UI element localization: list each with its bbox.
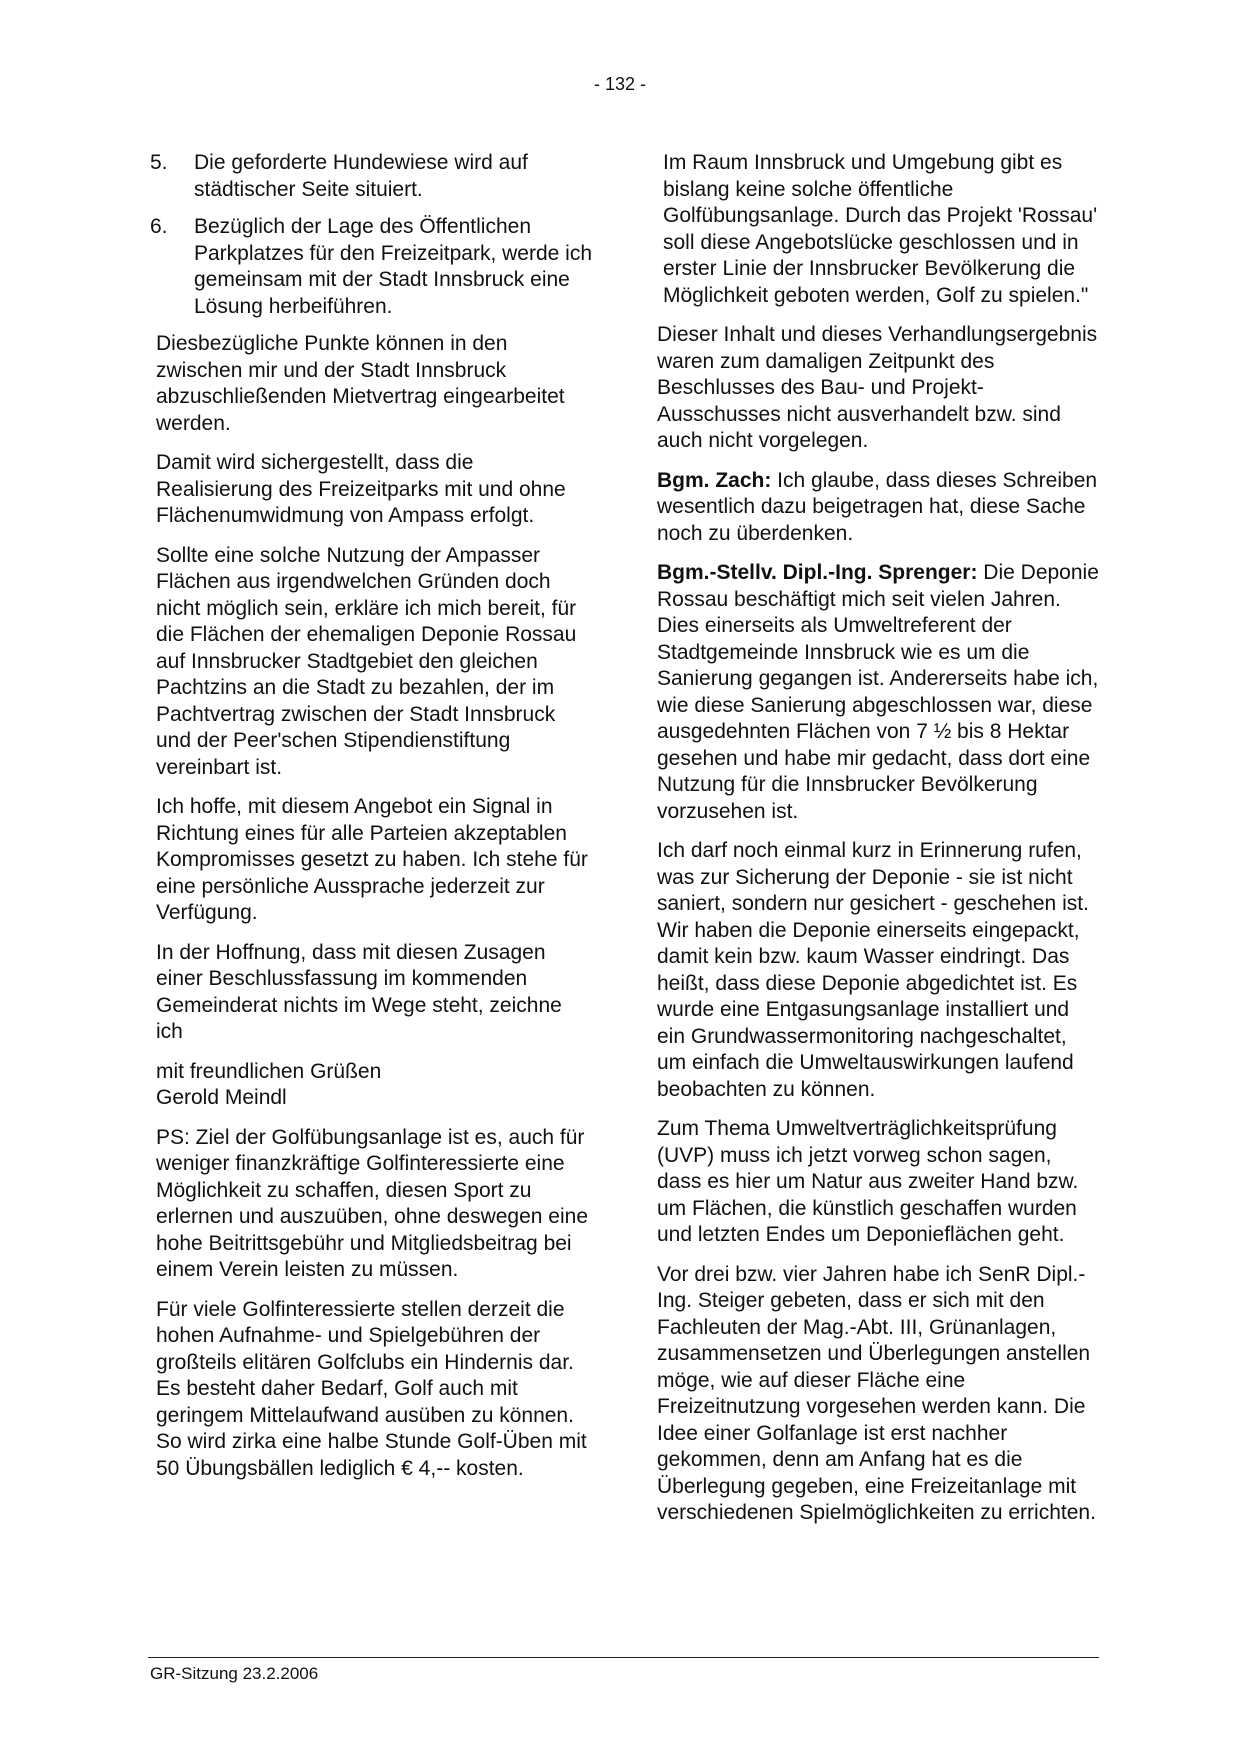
numbered-list [150,150,593,320]
list-item-text: Die geforderte Hundewiese wird auf städtischer Seite situiert. [194,151,528,201]
paragraph: Für viele Golfinteressierte stellen derzeit die hohen Aufnahme- und Spielgebühren der großteils elitären Golfclubs ein Hindernis dar. Es besteht daher Bedarf, Golf auch mit geringem Mittelaufwand ausüben zu können. So wird zirka eine halbe Stunde Golf-Üben mit 50 Übungsbällen lediglich € 4,-- kosten. [156,1297,587,1480]
speech-sprenger [657,560,1099,825]
speech-zach [657,468,1099,548]
footer-divider [148,1657,1099,1658]
closing-block [150,1059,593,1112]
list-item-text: Bezüglich der Lage des Öffentlichen Parkplatzes für den Freizeitpark, werde ich gemeinsam mit der Stadt Innsbruck eine Lösung herbeiführen. [194,215,593,318]
speech-text: Die Deponie Rossau beschäftigt mich seit vielen Jahren. Dies einerseits als Umweltreferent der Stadtgemeinde Innsbruck wie es um die Sanierung gegangen ist. Andererseits habe ich, wie diese Sanierung abgeschlossen war, diese ausgedehnten Flächen von 7 ½ bis 8 Hektar gesehen und habe mir gedacht, dass dort eine Nutzung für die Innsbrucker Bevölkerung vorzusehen ist. [657,561,1099,823]
speaker-name: Bgm.-Stellv. Dipl.-Ing. Sprenger: [657,561,978,584]
left-column [150,150,593,1495]
paragraph: In der Hoffnung, dass mit diesen Zusagen einer Beschlussfassung im kommenden Gemeinderat nichts im Wege steht, zeichne ich [156,940,562,1043]
list-item [150,214,593,320]
paragraph: Ich hoffe, mit diesem Angebot ein Signal in Richtung eines für alle Parteien akzeptablen Kompromisses gesetzt zu haben. Ich stehe für eine persönliche Aussprache jederzeit zur Verfügung. [156,795,588,924]
list-item-number: 5. [150,151,168,174]
speech-text: Ich glaube, dass dieses Schreiben wesentlich dazu beigetragen hat, diese Sache noch zu überdenken. [657,468,1098,545]
speaker-name: Bgm. Zach: [657,468,772,492]
paragraph: Vor drei bzw. vier Jahren habe ich SenR Dipl.-Ing. Steiger gebeten, dass er sich mit den Fachleuten der Mag.-Abt. III, Grünanlagen, zusammensetzen und Überlegungen anstellen möge, wie auf dieser Fläche eine Freizeitnutzung vorgesehen werden kann. Die Idee einer Golfanlage ist erst nachher gekommen, denn am Anfang hat es die Überlegung gegeben, eine Freizeitanlage mit verschiedenen Spielmöglichkeiten zu errichten. [657,1262,1096,1524]
paragraph: Damit wird sichergestellt, dass die Realisierung des Freizeitparks mit und ohne Flächenumwidmung von Ampass erfolgt. [156,451,566,527]
closing-greeting: mit freundlichen Grüßen [156,1059,382,1083]
paragraph: Sollte eine solche Nutzung der Ampasser Flächen aus irgendwelchen Gründen doch nicht möglich sein, erkläre ich mich bereit, für die Flächen der ehemaligen Deponie Rossau auf Innsbrucker Stadtgebiet den gleichen Pachtzins an die Stadt zu bezahlen, der im Pachtvertrag zwischen der Stadt Innsbruck und der Peer'schen Stipendienstiftung vereinbart ist. [156,543,577,779]
page-number: - 132 - [593,74,647,94]
ps-paragraph: PS: Ziel der Golfübungsanlage ist es, auch für weniger finanzkräftige Golfinteressierte eine Möglichkeit zu schaffen, diesen Sport zu erlernen und auszuüben, ohne deswegen eine hohe Beitrittsgebühr und Mitgliedsbeitrag bei einem Verein leisten zu müssen. [156,1125,589,1281]
paragraph: Diesbezügliche Punkte können in den zwischen mir und der Stadt Innsbruck abzuschließenden Mietvertrag eingearbeitet werden. [156,332,565,435]
paragraph: Dieser Inhalt und dieses Verhandlungsergebnis waren zum damaligen Zeitpunkt des Beschlusses des Bau- und Projekt-Ausschusses nicht ausverhandelt bzw. sind auch nicht vorgelegen. [657,323,1098,452]
list-item-number: 6. [150,215,168,238]
list-item [150,150,593,203]
paragraph: Zum Thema Umweltverträglichkeitsprüfung (UVP) muss ich jetzt vorweg schon sagen, dass es hier um Natur aus zweiter Hand bzw. um Flächen, die künstlich geschaffen wurden und letzten Endes um Deponieflächen geht. [657,1117,1079,1246]
quote-continuation: Im Raum Innsbruck und Umgebung gibt es bislang keine solche öffentliche Golfübungsanlage. Durch das Projekt 'Rossau' soll diese Angebotslücke geschlossen und in erster Linie der Innsbrucker Bevölkerung die Möglichkeit geboten werden, Golf zu spielen." [663,151,1098,307]
right-column [657,150,1099,1540]
signature-name: Gerold Meindl [156,1086,287,1109]
paragraph: Ich darf noch einmal kurz in Erinnerung rufen, was zur Sicherung der Deponie - sie ist nicht saniert, sondern nur gesichert - geschehen ist. Wir haben die Deponie einerseits eingepackt, damit kein bzw. kaum Wasser eindringt. Das heißt, dass diese Deponie abgedichtet ist. Es wurde eine Entgasungsanlage installiert und ein Grundwassermonitoring nachgeschaltet, um einfach die Umweltauswirkungen laufend beobachten zu können. [657,839,1089,1101]
footer-text: GR-Sitzung 23.2.2006 [150,1664,319,1683]
